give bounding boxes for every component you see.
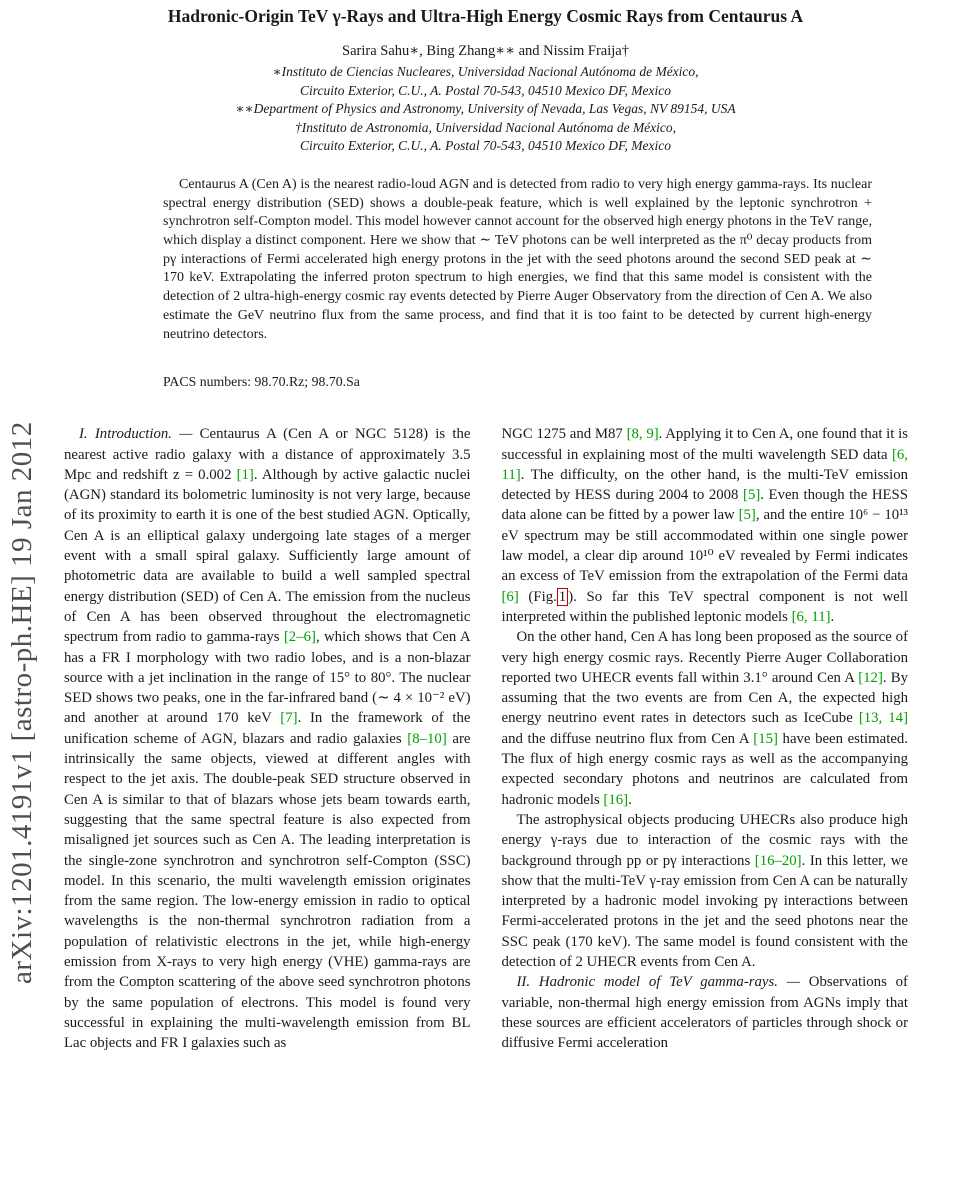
author-line: Sarira Sahu∗, Bing Zhang∗∗ and Nissim Fraija† [342, 43, 629, 59]
affiliation-block [0, 63, 971, 156]
section-heading: II. Hadronic model of TeV gamma-rays. — [516, 974, 800, 991]
citation-link[interactable]: [5] [738, 507, 756, 524]
paragraph: II. Hadronic model of TeV gamma-rays. — Observations of variable, non-thermal high energy emission from AGNs imply that these sources are efficient accelerators of particles through shock or diffusive Fermi acceleration [501, 974, 908, 1052]
citation-link[interactable]: [6, 11] [501, 446, 908, 483]
paper-title: Hadronic-Origin TeV γ-Rays and Ultra-High Energy Cosmic Rays from Centaurus A [167, 6, 804, 26]
citation-link[interactable]: [2–6] [283, 629, 316, 646]
affiliation-line: Circuito Exterior, C.U., A. Postal 70-543, 04510 Mexico DF, Mexico [300, 82, 671, 98]
affiliation-line: ∗∗Department of Physics and Astronomy, University of Nevada, Las Vegas, NV 89154, USA [235, 101, 736, 117]
paragraph: On the other hand, Cen A has long been proposed as the source of very high energy cosmic rays. Recently Pierre Auger Collaboration reported two UHECR events fall within 3.1° around Cen A [12]. By assuming that the two events are from Cen A, the expected high energy neutrino event rates in detectors such as IceCube [13, 14] and the diffuse neutrino flux from Cen A [15] have been estimated. The flux of high energy cosmic rays as well as the accompanying expected secondary photons and neutrinos are calculated from hadronic models [16]. [501, 629, 909, 808]
citation-link[interactable]: [1] [236, 466, 254, 483]
citation-link[interactable]: [15] [753, 730, 778, 747]
affiliation-line: ∗Instituto de Ciencias Nucleares, Universidad Nacional Autónoma de México, [272, 64, 699, 79]
column-left [64, 424, 471, 1053]
figure-link[interactable]: 1 [558, 588, 567, 605]
pacs-numbers: PACS numbers: 98.70.Rz; 98.70.Sa [163, 374, 360, 390]
section-heading: I. Introduction. — [79, 426, 193, 443]
citation-link[interactable]: [8–10] [407, 730, 447, 747]
citation-link[interactable]: [8, 9] [626, 426, 659, 443]
affiliation-line: Circuito Exterior, C.U., A. Postal 70-543, 04510 Mexico DF, Mexico [300, 138, 671, 154]
two-column-body [64, 424, 908, 1053]
citation-link[interactable]: [16] [603, 791, 629, 808]
citation-link[interactable]: [7] [280, 710, 298, 727]
paragraph: NGC 1275 and M87 [8, 9]. Applying it to Cen A, one found that it is successful in explaining most of the multi wavelength SED data [6, 11]. The difficulty, on the other hand, is the multi-TeV emission detected by HESS during 2004 to 2008 [5]. Even though the HESS data alone can be fitted by a power law [5], and the entire 10⁶ − 10¹³ eV spectrum may be still accommodated within one single power law model, a clear dip around 10¹⁰ eV revealed by Fermi indicates an excess of TeV emission from the extrapolation of the Fermi data [6] (Fig. 1 ). So far this TeV spectral component is not well interpreted within the published leptonic models [6, 11]. [501, 426, 909, 625]
citation-link[interactable]: [5] [743, 487, 761, 504]
paragraph: I. Introduction. — Centaurus A (Cen A or NGC 5128) is the nearest active radio galaxy with a distance of approximately 3.5 Mpc and redshift z = 0.002 [1]. Although by active galactic nuclei (AGN) standard its bolometric luminosity is not very large, because of its proximity to earth it is one of the best studied AGN. Optically, Cen A is an elliptical galaxy undergoing late stages of a merger event with a small spiral galaxy. Sufficiently large amount of photometric data are available to build a well sampled spectral energy distribution (SED) of Cen A. The emission from the nucleus of Cen A has been observed throughout the electromagnetic spectrum from radio to gamma-rays [2–6], which shows that Cen A has a FR I morphology with two radio lobes, and is a non-blazar source with a jet inclination in the range of 15° to 80°. The nuclear SED shows two peaks, one in the far-infrared band (∼ 4 × 10⁻² eV) and another at around 170 keV [7]. In the framework of the unification scheme of AGN, blazars and radio galaxies [8–10] are intrinsically the same objects, viewed at different angles with respect to the jet axis. The double-peak SED structure observed in Cen A is similar to that of blazars whose jets beam towards earth, suggesting that the same spectral feature is also expected from misaligned jet sources such as Cen A. The leading interpretation is the single-zone synchrotron and synchrotron self-Compton (SSC) model. In this scenario, the multi wavelength emission originates from the same region. The low-energy emission in radio to optical wavelengths is the non-thermal synchrotron radiation from a population of relativistic electrons in the jet, while high-energy emission from X-rays to very high energy (VHE) gamma-rays are from the Compton scattering of the above seed synchrotron photons by the same population of electrons. This model is found very successful in explaining the multi-wavelength emission from BL Lac objects and FR I galaxies such as [64, 426, 471, 1052]
citation-link[interactable]: [13, 14] [858, 710, 909, 727]
affiliation-line: †Instituto de Astronomia, Universidad Nacional Autónoma de México, [294, 119, 677, 135]
citation-link[interactable]: [12] [858, 669, 883, 686]
abstract: Centaurus A (Cen A) is the nearest radio-loud AGN and is detected from radio to very high energy gamma-rays. Its nuclear spectral energy distribution (SED) shows a double-peak feature, which is well explained by the leptonic synchrotron + synchrotron self-Compton model. This model however cannot account for the observed high energy photons in the TeV range, which display a distinct component. Here we show that ∼ TeV photons can be well interpreted as the π⁰ decay products from pγ interactions of Fermi accelerated high energy protons in the jet with the seed photons around the second SED peak at ∼ 170 keV. Extrapolating the inferred proton spectrum to high energies, we find that this same model is consistent with the detection of 2 ultra-high-energy cosmic ray events detected by Pierre Auger Observatory from the direction of Cen A. We also estimate the GeV neutrino flux from the same process, and find that it is too faint to be detected by current high-energy neutrino detectors. [163, 176, 872, 342]
arxiv-stamp[interactable]: arXiv:1201.4191v1 [astro-ph.HE] 19 Jan 2012 [6, 421, 38, 984]
column-right [502, 424, 909, 1053]
citation-link[interactable]: [16–20] [754, 852, 802, 869]
citation-link[interactable]: [6] [501, 588, 519, 605]
citation-link[interactable]: [6, 11] [791, 608, 831, 625]
paper-header [0, 0, 971, 156]
paragraph: The astrophysical objects producing UHECRs also produce high energy γ-rays due to interaction of the cosmic rays with the background through pp or pγ interactions [16–20]. In this letter, we show that the multi-TeV γ-ray emission from Cen A can be naturally interpreted by a hadronic model invoking pγ interactions between Fermi-accelerated protons in the jet and the seed photons near the SSC peak (170 keV). The same model is found consistent with the detection of 2 UHECR events from Cen A. [501, 811, 908, 971]
